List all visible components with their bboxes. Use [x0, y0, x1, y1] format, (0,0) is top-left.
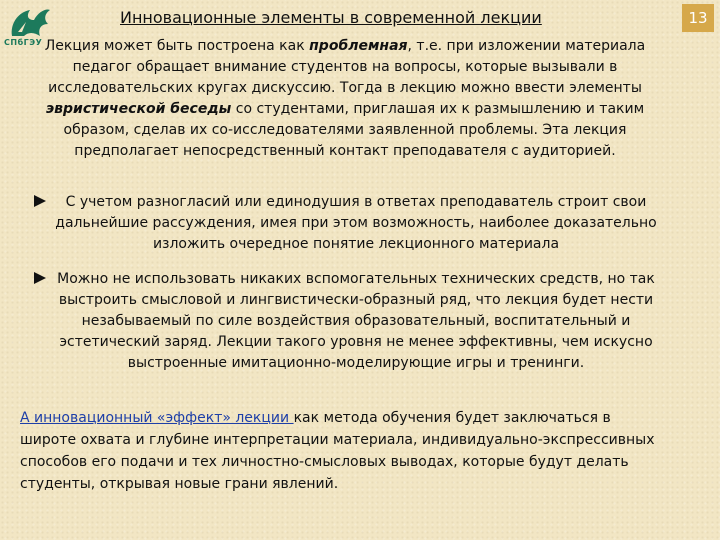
intro-text-2: , т.е. при изложении материала педагог обращает внимание студентов на вопросы, которые вызывали в исследовательских кругах дискуссию. Тогда в лекцию можно ввести элементы	[48, 38, 646, 96]
slide-title: Инновационные элементы в современной лекции	[120, 8, 542, 27]
bullet-item	[36, 192, 676, 255]
page-number-badge: 13	[682, 4, 714, 32]
bullet-text: С учетом разногласий или единодушия в ответах преподаватель строит свои дальнейшие рассуждения, имея при этом возможность, наиболее доказательно изложить очередное понятие лекционного материала	[55, 194, 657, 252]
bullet-text: Можно не использовать никаких вспомогательных технических средств, но так выстроить смысловой и лингвистически-образный ряд, что лекция будет нести незабываемый по силе воздействия образовательный, воспитательный и эстетический заряд. Лекции такого уровня не менее эффективны, чем искусно выстроенные имитационно-моделирующие игры и тренинги.	[57, 271, 655, 371]
intro-text-3: со студентами, приглашая их к размышлению и таким образом, сделав их со-исследователями заявленной проблемы. Эта лекция предполагает непосредственный контакт преподавателя с аудиторией.	[63, 101, 645, 159]
intro-paragraph	[20, 36, 670, 162]
intro-emphasis-problem: проблемная	[309, 38, 408, 54]
innovation-effect-link[interactable]: А инновационный «эффект» лекции	[20, 410, 294, 426]
intro-text-1: Лекция может быть построена как	[44, 38, 310, 54]
intro-emphasis-heuristic: эвристической беседы	[45, 101, 232, 117]
bullet-arrow-icon	[34, 272, 46, 284]
bullet-item	[36, 269, 676, 374]
bullet-arrow-icon	[34, 195, 46, 207]
conclusion-text: как метода обучения будет заключаться в широте охвата и глубине интерпретации материала, индивидуально-экспрессивных способов его подачи и тех личностно-смысловых выводах, которые будут делать студенты, открывая новые грани явлений.	[20, 410, 655, 492]
conclusion-paragraph	[20, 407, 670, 495]
logo-label: СПбГЭУ	[4, 38, 43, 47]
